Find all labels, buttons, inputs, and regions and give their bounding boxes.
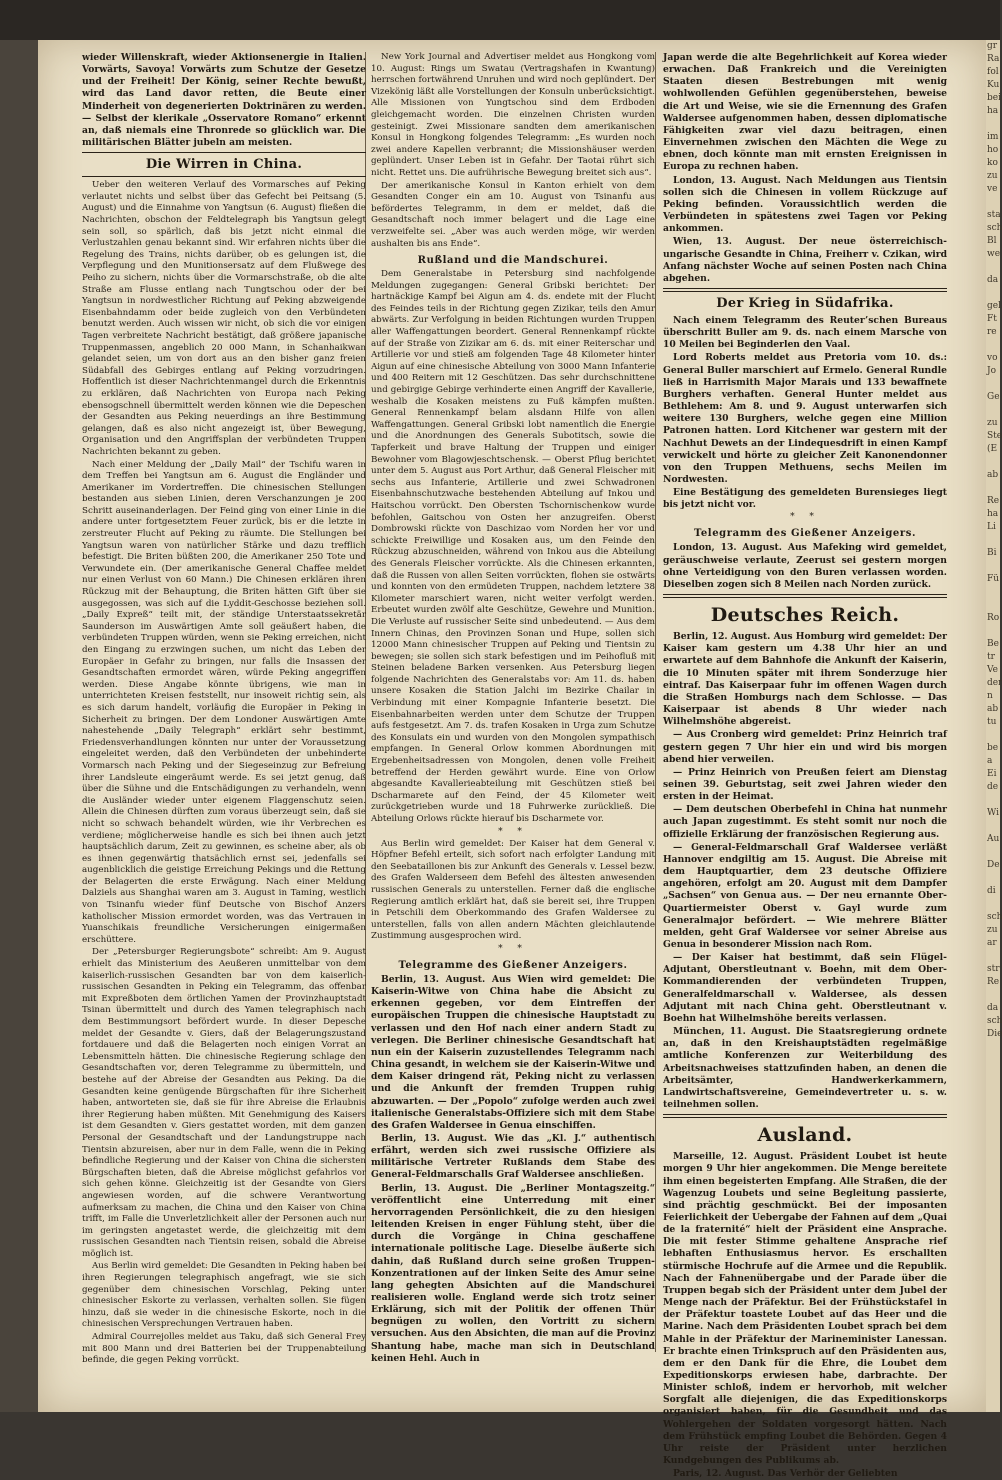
edge-fragment	[986, 898, 1000, 911]
separator-stars: * *	[498, 943, 528, 954]
edge-fragment: tr	[987, 652, 995, 662]
section-divider	[663, 594, 947, 598]
column-rule	[655, 52, 656, 1352]
edge-fragment	[986, 599, 1000, 612]
edge-fragment: Ste	[987, 431, 1002, 441]
edge-fragment: Wi	[987, 808, 999, 818]
edge-fragment: zu	[987, 171, 998, 181]
edge-fragment: Bl	[987, 236, 997, 246]
edge-fragment: De	[987, 860, 1000, 870]
edge-fragment	[986, 196, 1000, 209]
edge-fragment	[986, 456, 1000, 469]
edge-fragment: Be	[987, 639, 999, 649]
column-3	[663, 52, 947, 1480]
edge-fragment	[986, 872, 1000, 885]
column-1	[82, 52, 366, 1392]
edge-fragment: be	[987, 743, 999, 753]
edge-fragment: Ku	[987, 80, 1000, 90]
edge-fragment: sch	[987, 1016, 1002, 1026]
paragraph: Marseille, 12. August. Präsident Loubet ist heute morgen 9 Uhr hier angekommen. Die Menge bereitete ihm einen begeisterten Empfang. Alle Straßen, die der Wagenzug Loubets und seine Begleitung passierte, sind prächtig geschmückt. Bei der imposanten Feierlichkeit der Uebergabe der Fahnen auf dem „Quai de la fraternité“ hielt der Präsident eine Ansprache. Die mit fester Stimme gehaltene Ansprache rief lebhaften Enthusiasmus hervor. Es erschallten stürmische Hochrufe auf die Armee und die Republik. Nach der Fahnenübergabe und der Parade über die Truppen begab sich der Präsident unter dem Jubel der Menge nach der Präfektur. Bei der Frühstückstafel in der Präfektur toastete Loubet auf das Heer und die Marine. Nach dem Präsidenten Loubet sprach bei dem Mahle in der Präfektur der Marineminister Lanessan. Er brachte einen Trinkspruch auf den Präsidenten aus, dem er den Dank für die Ehre, die Loubet dem Expeditionskorps erwiesen habe, darbrachte. Der Minister schloß, indem er hervorhob, mit welcher Sorgfalt alle diejenigen, die das Expeditionskorps organisiert haben, für die Gesundheit und das Wohlergehen der Soldaten vorgesorgt hätten. Nach dem Frühstück empfing Loubet die Behörden. Gegen 4 Uhr reiste der Präsident unter herzlichen Kundgebungen des Publikums ab.	[663, 1151, 947, 1467]
paragraph: Lord Roberts meldet aus Pretoria vom 10. ds.: General Buller marschiert auf Ermelo. General Rundle ließ in Harrismith Major Marais und 133 bewaffnete Burghers verhaften. General Hunter meldet aus Bethlehem: Am 8. und 9. August unterwarfen sich weitere 130 Burghers, welche gegen eine Million Patronen hatten. Lord Kitchener war gestern mit der Nachhut Dewets an der Lindequesdrift in einen Kampf verwickelt und hörte zu gleicher Zeit Kanonendonner von den Truppen Methuens, sechs Meilen im Nordwesten.	[663, 352, 947, 485]
edge-fragment: Die	[987, 1029, 1002, 1039]
edge-fragment	[986, 586, 1000, 599]
paragraph: Berlin, 13. August. Wie das „Kl. J.“ authentisch erfährt, werden sich zwei russische Offiziere als militärische Vertreter Rußlands dem Stabe des General-Feldmarschalls Graf Waldersee anschließen.	[371, 1132, 655, 1181]
edge-fragment: (E	[987, 444, 998, 454]
paragraph: Wien, 13. August. Der neue österreichisch-ungarische Gesandte in China, Freiherr v. Czikan, wird Anfang nächster Woche auf seinen Posten nach China abgehen.	[663, 236, 947, 284]
paragraph: — General-Feldmarschall Graf Waldersee verläßt Hannover endgiltig am 15. August. Die Abreise mit dem Hauptquartier, dem 23 deutsche Offiziere angehören, erfolgt am 20. August mit dem Dampfer „Sachsen“ von Genua aus. — Der neu ernannte Ober-Quartiermeister Oberst v. Gayl wurde zum Generalmajor befördert. — Wie mehrere Blätter melden, geht Graf Waldersee vor seiner Abreise aus Genua in besonderer Mission nach Rom.	[663, 841, 947, 950]
edge-fragment: sch	[987, 912, 1002, 922]
section-divider	[82, 152, 366, 153]
edge-fragment: der	[987, 678, 1002, 688]
edge-fragment: gr	[987, 41, 998, 51]
edge-fragment: sta	[987, 210, 1001, 220]
edge-fragment: Re	[987, 977, 1000, 987]
paragraph: Dem Generalstabe in Petersburg sind nachfolgende Meldungen zugegangen: General Gribski berichtet: Der hartnäckige Kampf bei Aigun am 4. ds. endete mit der Flucht des Feindes teils in der Richtung gegen Zizikar, teils den Amur abwärts. Zur Verfolgung in beiden Richtungen wurden Truppen aller Waffengattungen beordert. General Rennenkampf rückte auf der Straße von Zizikar am 6. ds. mit einer Reiterschar und Artillerie vor und stieß am folgenden Tage 48 Kilometer hinter Aigun auf eine chinesische Abteilung von 3000 Mann Infanterie und 400 Reitern mit 12 Geschützen. Das sehr durchschnittene und gebirgige Gebirge verhinderte einen Angriff der Kavallerie, weshalb die Kosaken meistens zu Fuß kämpfen mußten. General Rennenkampf belam alsdann Hilfe von allen Waffengattungen. General Gribski lobt namentlich die Energie und die Anordnungen des Generals Subotitsch, sowie die Tapferkeit und brave Haltung der Truppen und einiger Bewohner vom Blagowjeschtschensk. — Oberst Pflug berichtet unter dem 5. August aus Port Arthur, daß General Fleischer mit sechs aus Infanterie, Artillerie und zwei Schwadronen Eisenbahnschutzwache bestehenden Abteilung auf Inkou und Haitschou vorrückt. Den Obersten Tschornischenkow wurde befohlen, Gaitschou von Osten her anzugreifen. Oberst Dombrowski rückte von Daschizao vom Norden her vor und schickte Freiwillige und Kosaken aus, um den Feinde den Rückzug abzuschneiden, während von Inkou aus die Abteilung des Generals Fleischer vorrückte. Als die Chinesen erkannten, daß die Russen von allen Seiten vorrückten, flohen sie ostwärts und konnten von den ermüdeten Truppen, nachdem letztere 38 Kilometer marschiert waren, nicht weiter verfolgt werden. Erbeutet wurden zwölf alte Geschütze, Gewehre und Munition. Die Verluste auf russischer Seite sind unbedeutend. — Aus dem Innern Chinas, den Provinzen Sonan und Hupe, sollen sich 12000 Mann chinesischer Truppen auf Peking und Tientsin zu bewegen; sie sollen sich stark befestigen und im Peihofluß mit Steinen beladene Barken versenken. Aus Petersburg liegen folgende Nachrichten des Generalstabs vor: Am 11. ds. haben unsere Kosaken die Station Jalchi im Bezirke Chailar in Verbindung mit einer Kompagnie Infanterie besetzt. Die Eisenbahnarbeiten werden unter dem Schutze der Truppen aufs festgesetzt. Am 7. ds. trafen Kosaken in Urga zum Schutze des Konsulats ein und wurden von den Mongolen sympathisch empfangen. In General Orlow kommen Abordnungen mit Ergebenheitsadressen von Mongolen, denen volle Freiheit betreffend der Herden gewährt wurde. Eine von Orlow abgesandte Kavallerieabteilung mit Geschützen stieß bei Dscharmarete auf den Feind, der 45 Kilometer weit zurückgetrieben wurde und 18 Fuhrwerke zurückließ. Die Abteilung Orlows rückte hierauf bis Dscharmete vor.	[371, 269, 655, 824]
separator-stars: * *	[498, 826, 528, 837]
edge-fragment: zu	[987, 418, 998, 428]
paragraph: Japan werde die alte Begehrlichkeit auf Korea wieder erwachen. Daß Frankreich und die Vereinigten Staaten diesen Bestrebungen mit wenig wohlwollenden Gefühlen gegenüberstehen, beweise die Art und Weise, wie sie die Ernennung des Grafen Waldersee aufgenommen haben, dessen diplomatische Fähigkeiten zwar viel dazu beitragen, einen Einvernehmen zwischen den Mächten die Wege zu ebnen, doch könnte man mit ernsten Ereignissen in Europa zu rechnen haben.	[663, 52, 947, 173]
paragraph: Eine Bestätigung des gemeldeten Burensieges liegt bis jetzt nicht vor.	[663, 487, 947, 511]
edge-fragment	[986, 625, 1000, 638]
separator-stars: * *	[790, 512, 820, 523]
edge-fragment	[986, 534, 1000, 547]
edge-fragment: str	[987, 964, 1000, 974]
paragraph: Aus Berlin wird gemeldet: Der Kaiser hat dem General v. Höpfner Befehl erteilt, sich sofort nach erfolgter Landung mit den Seebataillonen bis zur Ankunft des Generals v. Lessel bezw. des Grafen Walderseeп dem Befehl des ältesten anwesenden russischen Generals zu unterstellen. Ferner daß die englische Regierung amtlich erklärt hat, daß sie bereit sei, ihre Truppen in Petschili dem Oberkommando des Grafen Waldersee zu unterstellen, falls von allen andern Mächten gleichlautende Zustimmung ausgesprochen wird.	[371, 838, 655, 942]
edge-fragment: Li	[987, 522, 996, 532]
edge-fragment: bei	[987, 93, 1001, 103]
edge-fragment: we	[987, 249, 1001, 259]
paragraph: Nach einem Telegramm des Reuter’schen Bureaus überschritt Buller am 9. ds. nach einem Marsche von 10 Meilen bei Beginderlen den Vaal.	[663, 314, 947, 351]
paragraph: München, 11. August. Die Staatsregierung ordnete an, daß in den Kreishauptstädten regelmäßige amtliche Konferenzen zur Weiterbildung des Arbeitsnachweises stattzufinden haben, an denen die Arbeitsämter, Handwerkerkammern, Landwirtschaftsvereine, Gemeindevertreter u. s. w. teilnehmen sollen.	[663, 1026, 947, 1111]
heading-china: Die Wirren in China.	[145, 157, 303, 173]
paragraph: London, 13. August. Nach Meldungen aus Tientsin sollen sich die Chinesen in vollem Rückzuge auf Peking befinden. Voraussichtlich werden die Verbündeten in spätestens zwei Tagen vor Peking ankommen.	[663, 174, 947, 235]
heading-telegram: Telegramm des Gießener Anzeigers.	[693, 528, 917, 540]
next-page-edge	[986, 40, 1000, 1412]
edge-fragment: Ra	[987, 54, 1000, 64]
paragraph: — Der Kaiser hat bestimmt, daß sein Flügel-Adjutant, Oberstleutnant v. Boehn, mit dem Ober-Kommandierenden der verbündeten Truppen, Generalfeldmarschall v. Waldersee, als dessen Adjutant mit nach China geht. Oberstleutnant v. Boehn hat Wilhelmshöhe bereits verlassen.	[663, 952, 947, 1024]
heading-deutsches-reich: Deutsches Reich.	[710, 604, 900, 627]
edge-fragment: n	[987, 691, 993, 701]
edge-fragment: fol	[987, 67, 999, 77]
edge-fragment	[986, 846, 1000, 859]
paragraph: Nach einer Meldung der „Daily Mail“ der Tschifu waren in dem Treffen bei Yangtsun am 6. August die Engländer und Amerikaner im Vordertreffen. Die chinesischen Stellungen bestanden aus sieben Linien, deren Verschanzungen je 200 Schritt auseinanderlagen. Der Feind ging von einer Linie in die andere unter fortgesetztem Feuer zurück, bis er die letzte in zerstreuter Flucht auf Peking zu räumte. Die Stellungen bei Yangtsun waren von natürlicher Stärke und dazu trefflich befestigt. Die Briten büßten 200, die Amerikaner 250 Tote und Verwundete ein. (Der amerikanische General Chaffee meldet nur einen Verlust von 60 Mann.) Die Chinesen erklären ihren Rückzug mit der Behauptung, die Briten hätten Gift über sie ausgegossen, was sich auf die Lyddit-Geschosse beziehen soll. „Daily Expreß“ teilt mit, der ständige Unterstaatssekretär Saunderson im Auswärtigen Amte soll geäußert haben, die verbündeten Truppen würden, wenn sie Peking erreichen, nicht den Eingang zu erzwingen suchen, um nicht das Leben der Europäer in Gefahr zu bringen, nur falls die Insassen der Gesandtschaften ermordet wären, würde Peking angegriffen werden. Diese Angabe könnte übrigens, wie man in unterrichteten Kreisen feststellt, nur insoweit richtig sein, als es sich darum handelt, vorläufig die Europäer in Peking in Sicherheit zu bringen. Der dem Londoner Auswärtigen Amte nahestehende „Daily Telegraph“ erklärt sehr bestimmt, Friedensverhandlungen könnten nur unter der Voraussetzung eingeleitet werden, daß den Verbündeten der unbehinderte Vormarsch nach Peking und der Siegeseinzug zur Befreiung ihrer Landsleute eingeräumt werde. Es sei jetzt genug, daß über die Sühne und die Entschädigungen zu verhandeln, wenn die Ausländer wieder unter eigenem Flaggenschutz seien. Allein die Chinesen dürften zum voraus überzeugt sein, daß sie nicht so schwach behandelt würden, wie ihr Verbrechen es verdiene; möglicherweise handle es sich bei ihnen auch jetzt hauptsächlich darum, Zeit zu gewinnen, es scheine aber, als ob es ihnen gegenwärtig thatsächlich ernst sei, jedenfalls sei augenblicklich die geistige Erreichung Pekings und die Rettung der Belagerten die erste Erwägung. Nach einer Meldung Dalziels aus Shanghai waren am 3. August in Taming, westlich von Tsinanfu wieder fünf Deutsche von Bischof Anzers katholischer Mission ermordet worden, was das Vertrauen in Yuanschikais freundliche Versicherungen einigermaßen erschüttere.	[82, 459, 366, 945]
edge-fragment: sch	[987, 223, 1002, 233]
edge-fragment: Bi	[987, 548, 997, 558]
heading-south-africa: Der Krieg in Südafrika.	[716, 295, 894, 311]
paragraph: Der amerikanische Konsul in Kanton erhielt von dem Gesandten Conger ein am 10. August von Tsinanfu aus befördertes Telegramm, in dem er meldet, daß die Gesandtschaft noch immer belagert und die Lage eine verzweifelte sei. „Aber was auch werden möge, wir werden aushalten bis ans Ende“.	[371, 180, 655, 249]
edge-fragment: ha	[987, 509, 999, 519]
edge-fragment	[986, 729, 1000, 742]
edge-fragment: ha	[987, 106, 999, 116]
scan-border-left	[0, 40, 38, 1412]
section-divider	[82, 176, 366, 177]
edge-fragment	[986, 482, 1000, 495]
edge-fragment	[986, 989, 1000, 1002]
section-divider	[663, 288, 947, 292]
edge-fragment: a	[987, 756, 993, 766]
edge-fragment: di	[987, 886, 996, 896]
edge-fragment: ve	[987, 184, 998, 194]
paragraph: — Prinz Heinrich von Preußen feiert am Dienstag seinen 39. Geburtstag, seit zwei Jahren wieder den ersten in der Heimat.	[663, 766, 947, 803]
section-divider	[663, 1114, 947, 1118]
paragraph: Berlin, 12. August. Aus Homburg wird gemeldet: Der Kaiser kam gestern um 4.38 Uhr hier an und erwartete auf dem Bahnhofe die Ankunft der Kaiserin, die 10 Minuten später mit ihrem Sonderzuge hier eintraf. Das Kaiserpaar fuhr im offenen Wagen durch die Straßen Homburgs nach dem Schlosse. — Das Kaiserpaar ist abends 8 Uhr wieder nach Wilhelmshöhe abgereist.	[663, 631, 947, 728]
scan-border-top	[0, 0, 1000, 40]
edge-fragment: ab	[987, 704, 999, 714]
edge-fragment: ho	[987, 145, 999, 155]
edge-fragment: Ve	[987, 665, 998, 675]
edge-fragment: im	[987, 132, 999, 142]
edge-fragment	[986, 287, 1000, 300]
paragraph: Der „Petersburger Regierungsbote“ schreibt: Am 9. August erhielt das Ministerium des Aeußeren unmittelbar von dem kaiserlich-russischen Gesandten bar von dem kaiserlich-russischen Gesandten in Peking ein Telegramm, das offenbar mit Expreßboten dem örtlichen Yamen der Provinzhauptstadt Tsinan übermittelt und durch des Yamen telegraphisch nach dem Bestimmungsort befördert wurde. In dieser Depesche meldet der Gesandte v. Giers, daß der Belagerungszustand fortdauere und daß die Belagerten noch einigen Vorrat an Lebensmitteln hätten. Die chinesische Regierung schlage den Gesandtschaften vor, deren Telegramme zu übermitteln, und bestehe auf der Abreise der Gesandten aus Peking. Da die Gesandten keine genügende Bürgschaften für ihre Sicherheit haben, antworteten sie, daß sie für ihre Abreise die Erlaubnis ihrer Regierung haben müßten. Mit Genehmigung des Kaisers ist dem Gesandten v. Giers gestattet worden, mit dem ganzen Personal der Gesandtschaft und der Landungstruppe nach Tientsin abzureisen, aber nur in dem Falle, wenn die in Peking befindliche Regierung und der Kaiser von China die sichersten Bürgschaften bieten, daß die Abreise möglichst gefahrlos vor sich gehen könne. Gleichzeitig ist der Gesandte von Giers angewiesen worden, auf die schwere Verantwortung aufmerksam zu machen, die China und den Kaiser von China trifft, im Falle die Unverletzlichkeit aller der Personen auch nur im geringsten angetastet werde, die gleichzeitig mit dem russischen Gesandten nach Tientsin reisen, sobald die Abreise möglich ist.	[82, 947, 366, 1259]
edge-fragment: da	[987, 275, 999, 285]
edge-fragment: zu	[987, 925, 998, 935]
edge-fragment	[986, 794, 1000, 807]
paragraph: Ueber den weiteren Verlauf des Vormarsches auf Peking verlautet nichts und selbst über das Gefecht bei Peitsang (5. August) und die Einnahme von Yangtsun (6. August) fließen die Nachrichten, obschon der Feldtelegraph bis Yangtsun gelegt sein soll, so spärlich, daß bis jetzt nicht einmal die Verlustzahlen genau bekannt sind. Wir erfahren nichts über die Regelung des Trains, nichts darüber, ob es gelungen ist, die Verpflegung und den Munitionsersatz auf dem Flußwege des Peiho zu sichern, nichts über die Vormarschstraße, ob die alte Straße am Flusse entlang nach Tungtschou oder der bei Yangtsun in nordwestlicher Richtung auf Peking abzweigende Eisenbahndamm oder beide zugleich von den Verbündeten benutzt werden. Auch wissen wir nicht, ob sich die vor einigen Tagen verbreitete Nachricht bestätigt, daß größere japanische Truppenmassen, angeblich 20 000 Mann, in Schanhaikwan gelandet seien, um von dort aus an den bisher ganz freien Südabfall des Gebirges entlang auf Peking vorzudringen. Hoffentlich ist dieser Nachrichtenmangel durch die Erkenntnis zu erklären, daß Nachrichten von Europa nach Peking ebensogschnell übermittelt werden können wie die Depeschen der Gesandten aus Peking neuerdings an ihre Bestimmung gelangen, daß es also nicht angezeigt ist, über Bewegung, Organisation und den Angriffsplan der verbündeten Truppen Nachrichten bekannt zu geben.	[82, 180, 366, 457]
edge-fragment: de	[987, 782, 999, 792]
paragraph: London, 13. August. Aus Mafeking wird gemeldet, geräuschweise verlaute, Zeerust sei gestern morgen ohne Verteidigung von den Buren verlassen worden. Dieselben zogen sich 8 Meilen nach Norden zurück.	[663, 542, 947, 590]
edge-fragment	[986, 378, 1000, 391]
edge-fragment: Au	[987, 834, 1000, 844]
edge-fragment: tu	[987, 717, 997, 727]
edge-fragment: Ro	[987, 613, 1000, 623]
paragraph: Aus Berlin wird gemeldet: Die Gesandten in Peking haben bei ihren Regierungen telegraphisch angefragt, wie sie sich gegenüber dem chinesischen Vorschlag, Peking unter chinesischer Eskorte zu verlassen, verhalten sollen. Sie fügen hinzu, daß sie weder in die chinesische Eskorte, noch in die chinesischen Versprechungen Vertrauen haben.	[82, 1261, 366, 1330]
edge-fragment	[986, 950, 1000, 963]
edge-fragment: ab	[987, 470, 999, 480]
edge-fragment	[986, 560, 1000, 573]
paragraph: Admiral Courrejolles meldet aus Taku, daß sich General Frey mit 800 Mann und drei Batterien bei der Truppenabteilung befinde, die gegen Peking vorrückt.	[82, 1332, 366, 1366]
edge-fragment	[986, 118, 1000, 131]
edge-fragment	[986, 820, 1000, 833]
edge-fragment: Jo	[987, 366, 997, 376]
heading-telegrams: Telegramme des Gießener Anzeigers.	[398, 959, 628, 971]
paragraph: — Dem deutschen Oberbefehl in China hat nunmehr auch Japan zugestimmt. Es steht somit nur noch die offizielle Erklärung der französischen Regierung aus.	[663, 804, 947, 840]
article-intro-italy: wieder Willenskraft, wieder Aktionsenergie in Italien. Vorwärts, Savoya! Vorwärts zum Schutze der Gesetze und der Freiheit! Der König, seiner Rechte bewußt, wird das Land davor retten, die Beute einer Minderheit von degenerierten Doktrinären zu werden. — Selbst der klerikale „Osservatore Romano“ erkennt an, daß niemals eine Thronrede so glücklich war. Die militärischen Blätter jubeln am meisten.	[82, 52, 366, 149]
edge-fragment	[986, 261, 1000, 274]
edge-fragment: Re	[987, 496, 1000, 506]
edge-fragment: re	[987, 327, 997, 337]
paragraph: — Aus Cronberg wird gemeldet: Prinz Heinrich traf gestern gegen 7 Uhr hier ein und wird bis morgen abend hier verweilen.	[663, 729, 947, 765]
edge-fragment: ar	[987, 938, 997, 948]
heading-ausland: Ausland.	[757, 1124, 853, 1147]
edge-fragment: ko	[987, 158, 998, 168]
edge-fragment: Fü	[987, 574, 1000, 584]
heading-russia-manchuria: Rußland und die Mandschurei.	[417, 255, 609, 267]
column-2	[371, 52, 655, 1392]
edge-fragment: Ei	[987, 769, 997, 779]
paragraph: New York Journal and Advertiser meldet aus Hongkong vom 10. August: Rings um Swatau (Vertragshafen in Kwantung) herrschen fortwährend Unruhen und wird noch geplündert. Der Vizekönig läßt alle Vorstellungen der Konsuln unberücksichtigt. Alle Missionen von Yungtschou sind dem Erdboden gleichgemacht worden. Die einzelnen Christen wurden gesteinigt. Zwei Missionare sandten dem amerikanischen Konsul in Hongkong folgendes Telegramm: „Es wurden noch zwei andere Kapellen verbrannt; die Missionshäuser werden geplündert. Unser Leben ist in Gefahr. Der Taotai rührt sich nicht. Rettet uns. Die aufrührische Bewegung breitet sich aus“.	[371, 52, 655, 178]
paragraph: Berlin, 13. August. Aus Wien wird gemeldet: Die Kaiserin-Witwe von China habe die Absicht zu erkennen gegeben, vor dem Eintreffen der europäischen Truppen die chinesische Hauptstadt zu verlassen und den Hof nach einer andern Stadt zu verlegen. Die Berliner chinesische Gesandtschaft hat nun ein der Kaiserin zuzustellendes Telegramm nach China gesandt, in welchem sie der Kaiserin-Witwe und dem Kaiser dringend rät, Peking nicht zu verlassen und die Ankunft der fremden Truppen ruhig abzuwarten. — Der „Popolo“ zufolge werden auch zwei italienische Generalstabs-Offiziere sich mit dem Stabe des Grafen Waldersee in Genua einschiffen.	[371, 973, 655, 1131]
edge-fragment	[986, 339, 1000, 352]
paragraph: Paris, 12. August. Das Verhör der Geliebten	[673, 1468, 898, 1480]
edge-fragment: Ge	[987, 392, 1000, 402]
edge-fragment: da	[987, 1003, 999, 1013]
edge-fragment: vo	[987, 353, 998, 363]
paragraph: Berlin, 13. August. Die „Berliner Montagszeitg.“ veröffentlicht eine Unterredung mit einer hervorragenden Persönlichkeit, die zu den hiesigen leitenden Kreisen in enger Fühlung steht, über die durch die Vorgänge in China geschaffene internationale politische Lage. Dieselbe äußerte sich dahin, daß Rußland durch seine großen Truppen-Konzentrationen auf der linken Seite des Amur seine lang gehegten Absichten auf die Mandschurei realisieren wolle. England werde sich trotz seiner Erklärung, sich mit der Politik der offenen Thür begnügen zu wollen, den Vortritt zu sichern versuchen. Aus den Absichten, die man auf die Provinz Shantung habe, mache man sich in Deutschland keinen Hehl. Auch in	[371, 1182, 655, 1364]
edge-fragment: Ft	[987, 314, 997, 324]
edge-fragment	[986, 404, 1000, 417]
edge-fragment: gel	[987, 301, 1001, 311]
